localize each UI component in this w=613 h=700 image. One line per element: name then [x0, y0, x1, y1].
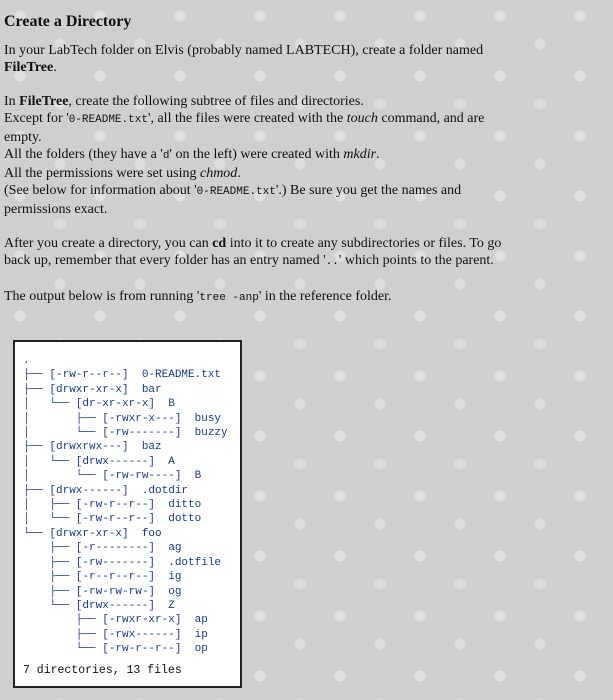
- text: After you create a directory, you can: [4, 236, 213, 251]
- tree-line: ├── [drwxr-xr-x] bar: [23, 383, 162, 396]
- tree-line: ├── [-r--r--r--] ig: [23, 571, 182, 584]
- tree-line: │ └── [-rw-rw----] B: [23, 470, 202, 483]
- text: '.) Be sure you get the names and permissions exact.: [4, 183, 462, 217]
- tree-line: ├── [-rwxr-xr-x] ap: [23, 614, 208, 627]
- text: All the folders (they have a ': [4, 147, 163, 162]
- text: ' on the left) were created with: [169, 147, 344, 162]
- intro-paragraph: [4, 42, 524, 76]
- tree-line: └── [drwx------] Z: [23, 599, 175, 612]
- document: [4, 0, 604, 324]
- tree-output-box: [13, 340, 242, 688]
- text: .: [376, 147, 380, 162]
- tree-line: ├── [-rw-r--r--] 0-README.txt: [23, 369, 222, 382]
- tree-line: ├── [-r--------] ag: [23, 542, 182, 555]
- text: .: [237, 166, 241, 181]
- tree-line: ├── [drwxrwx---] baz: [23, 441, 162, 454]
- text: The output below is from running ': [4, 289, 200, 304]
- text: ', all the files were created with the: [147, 111, 347, 126]
- folder-name: FileTree: [19, 94, 69, 109]
- tree-summary: 7 directories, 13 files: [23, 664, 182, 677]
- mkdir-command: mkdir: [343, 147, 377, 162]
- instructions-paragraph: [4, 93, 524, 218]
- intro-text: In your LabTech folder on Elvis (probably named LABTECH), create a folder named: [4, 43, 484, 58]
- navigation-paragraph: [4, 235, 524, 271]
- tree-intro-paragraph: [4, 288, 524, 307]
- tree-line: │ └── [dr-xr-xr-x] B: [23, 398, 175, 411]
- touch-command: touch: [346, 111, 378, 126]
- text: into it to create any subdirectories or files. To go back up, remember that every folder has an entry named ': [4, 236, 502, 268]
- page-title: Create a Directory: [4, 13, 132, 30]
- tree-command: tree -anp: [199, 292, 259, 304]
- tree-line: ├── [-rwx------] ip: [23, 628, 208, 641]
- tree-line: .: [23, 355, 30, 367]
- text: In: [4, 94, 20, 109]
- dir-flag: d: [162, 150, 170, 162]
- text: Except for ': [4, 111, 69, 126]
- tree-line: │ └── [drwx------] A: [23, 455, 175, 468]
- tree-line: ├── [-rw-rw-rw-] og: [23, 585, 182, 598]
- chmod-command: chmod: [199, 166, 238, 181]
- tree-line: │ ├── [-rw-r--r--] ditto: [23, 499, 202, 512]
- tree-line: └── [drwxr-xr-x] foo: [23, 527, 162, 540]
- text: , create the following subtree of files and directories.: [68, 94, 364, 109]
- intro-end: .: [53, 60, 57, 75]
- cd-command: cd: [212, 236, 227, 251]
- folder-name: FileTree: [4, 60, 54, 75]
- text: ' which points to the parent.: [338, 253, 494, 268]
- tree-line: │ ├── [-rwxr-x---] busy: [23, 412, 222, 425]
- readme-filename: 0-README.txt: [196, 186, 276, 198]
- tree-line: ├── [drwx------] .dotdir: [23, 484, 189, 497]
- text: (See below for information about ': [4, 183, 197, 198]
- parent-entry: ..: [325, 256, 339, 268]
- text: ' in the reference folder.: [258, 289, 392, 304]
- readme-filename: 0-README.txt: [68, 114, 148, 126]
- text: All the permissions were set using: [4, 166, 200, 181]
- tree-line: │ └── [-rw-r--r--] dotto: [23, 513, 202, 526]
- tree-listing: [23, 354, 228, 657]
- text: command, and are empty.: [4, 111, 485, 145]
- tree-line: │ └── [-rw-------] buzzy: [23, 427, 228, 440]
- tree-line: ├── [-rw-------] .dotfile: [23, 556, 222, 569]
- tree-line: └── [-rw-r--r--] op: [23, 643, 208, 656]
